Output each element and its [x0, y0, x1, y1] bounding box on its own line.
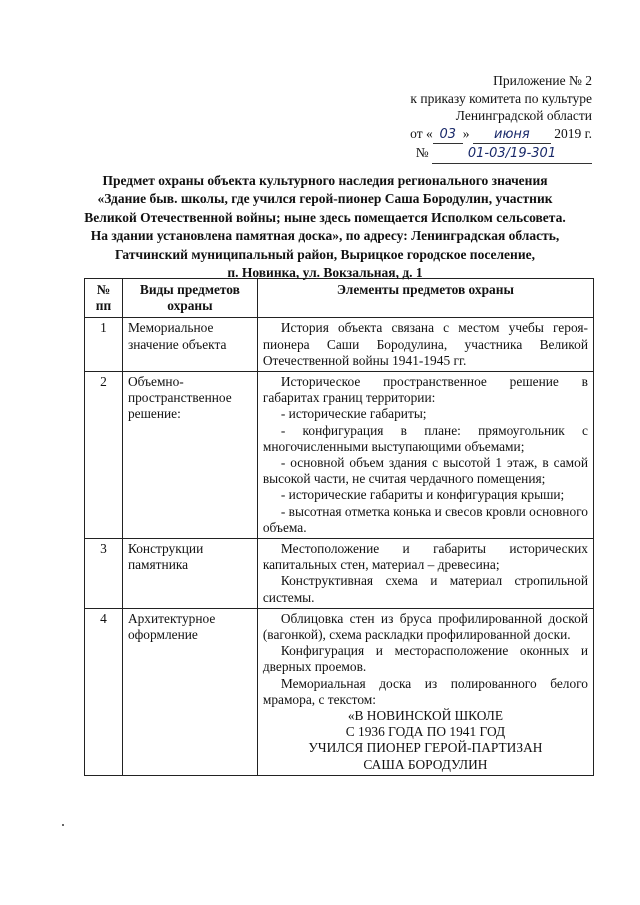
row-kind: Мемориальное значение объекта	[122, 318, 257, 372]
table-row	[85, 608, 594, 775]
plaque-line: С 1936 ГОДА ПО 1941 ГОД	[345, 724, 506, 740]
element-paragraph: Конструктивная схема и материал стропильной системы.	[262, 573, 588, 605]
plaque-line: УЧИЛСЯ ПИОНЕР ГЕРОЙ-ПАРТИЗАН	[308, 740, 543, 756]
row-number: 3	[85, 539, 123, 609]
table-header-row	[85, 279, 594, 318]
row-elements	[257, 372, 593, 539]
row-number: 4	[85, 608, 123, 775]
row-kind: Конструкции памятника	[122, 539, 257, 609]
table-row	[85, 372, 594, 539]
row-elements	[257, 318, 593, 372]
plaque-line: «В НОВИНСКОЙ ШКОЛЕ	[347, 708, 504, 724]
title-line-1: Предмет охраны объекта культурного наследия регионального значения	[102, 173, 548, 188]
header-elements: Элементы предметов охраны	[257, 279, 593, 318]
element-paragraph: - исторические габариты;	[280, 406, 427, 422]
element-paragraph: - исторические габариты и конфигурация крыши;	[280, 487, 565, 503]
row-kind: Объемно-пространственное решение:	[122, 372, 257, 539]
header-num: № пп	[85, 279, 123, 318]
element-paragraph: - конфигурация в плане: прямоугольник с многочисленными выступающими объемами;	[262, 422, 588, 454]
number-prefix: №	[415, 145, 429, 160]
date-month: июня	[473, 126, 551, 145]
order-date	[360, 125, 592, 145]
title-line-6: п. Новинка, ул. Вокзальная, д. 1	[227, 265, 423, 281]
row-elements	[257, 608, 593, 775]
date-prefix: от «	[410, 125, 433, 141]
order-number	[360, 144, 592, 164]
table-row	[85, 318, 594, 372]
element-paragraph: Облицовка стен из бруса профилированной доской (вагонкой), схема раскладки профилированной доски.	[262, 610, 588, 643]
element-paragraph: - основной объем здания с высотой 1 этаж, в самой высокой части, не считая чердачного помещения;	[262, 455, 588, 487]
date-year: 2019 г.	[554, 125, 592, 141]
scan-speck	[62, 824, 64, 826]
element-paragraph: Конфигурация и месторасположение оконных и дверных проемов.	[262, 643, 588, 675]
appendix-header	[360, 72, 592, 164]
date-day: 03	[433, 126, 463, 145]
row-number: 2	[85, 372, 123, 539]
header-kinds: Виды предметов охраны	[122, 279, 257, 318]
title-line-2: «Здание быв. школы, где учился герой-пионер Саша Бородулин, участник	[97, 191, 553, 207]
date-mid: »	[462, 125, 470, 141]
title-line-3: Великой Отечественной войны; ныне здесь помещается Исполком сельсовета.	[84, 209, 566, 225]
document-title	[60, 172, 590, 282]
element-paragraph: Местоположение и габариты исторических капитальных стен, материал – древесина;	[262, 541, 588, 573]
element-paragraph: Историческое пространственное решение в габаритах границ территории:	[262, 374, 588, 406]
row-elements	[257, 539, 593, 609]
element-paragraph: История объекта связана с местом учебы героя-пионера Саши Бородулина, участника Великой Отечественной войны 1941-1945 гг.	[262, 320, 588, 368]
appendix-region: Ленинградской области	[455, 108, 592, 123]
row-kind: Архитектурное оформление	[122, 608, 257, 775]
element-paragraph: - высотная отметка конька и свесов кровли основного объема.	[262, 503, 588, 535]
appendix-order-ref: к приказу комитета по культуре	[410, 90, 592, 106]
appendix-number: Приложение № 2	[493, 73, 592, 88]
table-row	[85, 539, 594, 609]
plaque-line: САША БОРОДУЛИН	[363, 756, 488, 772]
element-paragraph: Мемориальная доска из полированного белого мрамора, с текстом:	[262, 675, 588, 707]
number-value: 01-03/19-301	[432, 145, 592, 164]
title-line-5: Гатчинский муниципальный район, Вырицкое городское поселение,	[115, 246, 535, 262]
title-line-4: На здании установлена памятная доска», по адресу: Ленинградская область,	[90, 228, 560, 244]
row-number: 1	[85, 318, 123, 372]
protection-table	[84, 278, 594, 776]
